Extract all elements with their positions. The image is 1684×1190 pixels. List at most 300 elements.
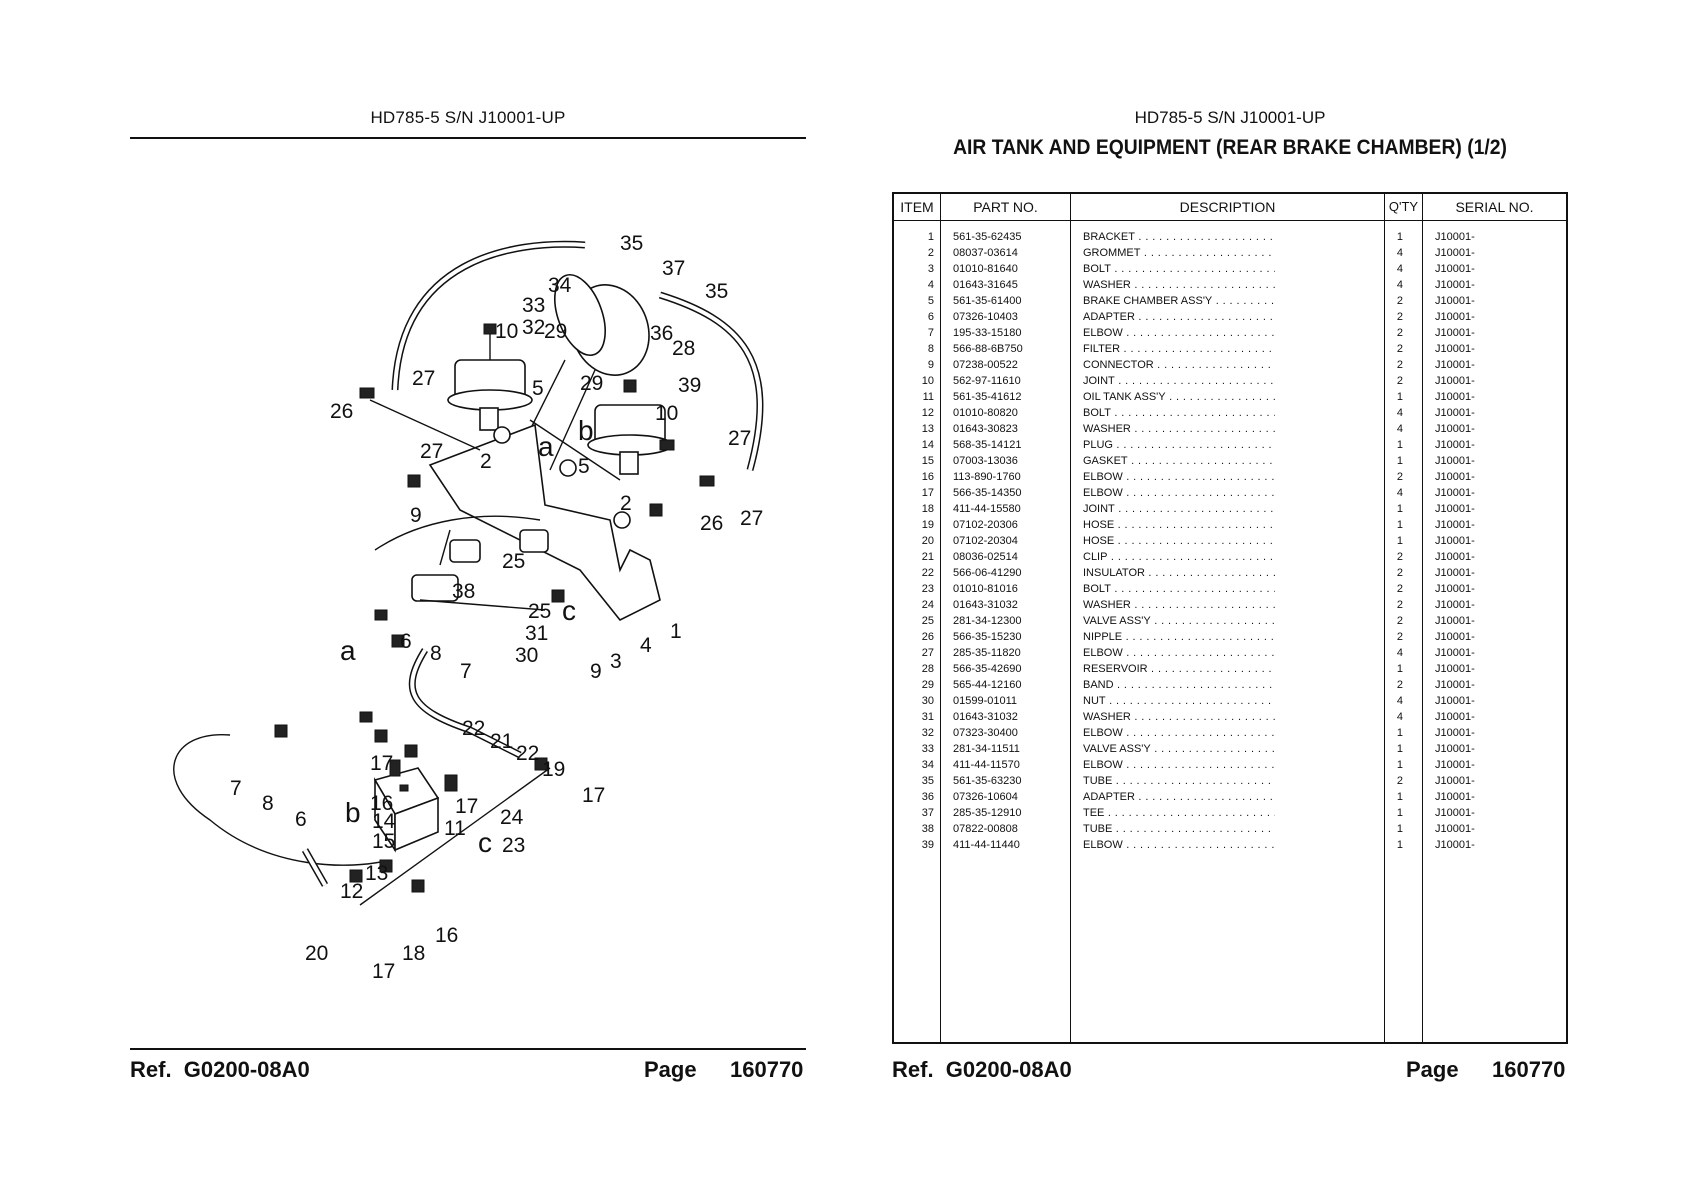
ref-code: G0200-08A0	[183, 1057, 310, 1082]
callout-33: 33	[522, 294, 546, 317]
row-item: 24	[921, 599, 934, 611]
row-part-no: 568-35-14121	[953, 439, 1022, 451]
row-qty: 2	[1396, 775, 1403, 787]
callout-5: 5	[578, 455, 590, 478]
row-part-no: 281-34-12300	[953, 615, 1022, 627]
col-header-description: DESCRIPTION	[1179, 199, 1276, 215]
row-item: 20	[921, 535, 934, 547]
row-serial-no: J10001-	[1435, 455, 1475, 467]
row-item: 14	[921, 439, 934, 451]
table-row	[894, 373, 1566, 389]
callout-26: 26	[700, 512, 724, 535]
row-item: 3	[927, 263, 934, 275]
row-qty: 1	[1396, 535, 1403, 547]
callout-31: 31	[525, 622, 549, 645]
row-item: 19	[921, 519, 934, 531]
table-row	[894, 437, 1566, 453]
callout-24: 24	[500, 806, 524, 829]
left-page-number	[644, 1057, 803, 1083]
table-row	[894, 501, 1566, 517]
row-item: 2	[927, 247, 934, 259]
row-item: 23	[921, 583, 934, 595]
row-serial-no: J10001-	[1435, 311, 1475, 323]
row-qty: 2	[1396, 599, 1403, 611]
callout-32: 32	[522, 316, 546, 339]
row-description: TEE . . .	[1083, 805, 1275, 821]
row-item: 6	[927, 311, 934, 323]
row-qty: 2	[1396, 631, 1403, 643]
row-qty: 1	[1396, 391, 1403, 403]
table-row	[894, 293, 1566, 309]
row-serial-no: J10001-	[1435, 471, 1475, 483]
table-row	[894, 245, 1566, 261]
row-item: 15	[921, 455, 934, 467]
row-item: 27	[921, 647, 934, 659]
row-description: HOSE . . .	[1083, 517, 1275, 533]
table-row	[894, 389, 1566, 405]
row-serial-no: J10001-	[1435, 439, 1475, 451]
row-qty: 4	[1396, 487, 1403, 499]
row-part-no: 07003-13036	[953, 455, 1018, 467]
row-item: 21	[921, 551, 934, 563]
row-description: BRAKE CHAMBER ASS'Y . . .	[1083, 293, 1275, 309]
row-part-no: 01643-31032	[953, 599, 1018, 611]
row-description: OIL TANK ASS'Y . . .	[1083, 389, 1275, 405]
row-item: 1	[927, 231, 934, 243]
row-part-no: 411-44-15580	[953, 503, 1021, 515]
row-item: 17	[921, 487, 934, 499]
row-item: 30	[921, 695, 934, 707]
callout-5: 5	[532, 377, 544, 400]
row-item: 38	[921, 823, 934, 835]
row-description: WASHER . . .	[1083, 709, 1275, 725]
callout-38: 38	[452, 580, 476, 603]
ref-label: Ref.	[130, 1057, 172, 1082]
row-item: 8	[927, 343, 934, 355]
row-part-no: 411-44-11570	[953, 759, 1020, 771]
row-serial-no: J10001-	[1435, 247, 1475, 259]
row-description: WASHER . . .	[1083, 277, 1275, 293]
row-item: 26	[921, 631, 934, 643]
row-item: 12	[921, 407, 934, 419]
table-row	[894, 677, 1566, 693]
row-item: 4	[927, 279, 934, 291]
row-description: ELBOW . . .	[1083, 725, 1275, 741]
callout-15: 15	[372, 830, 396, 853]
callout-16: 16	[370, 792, 394, 815]
callout-22: 22	[516, 742, 540, 765]
row-serial-no: J10001-	[1435, 679, 1475, 691]
callout-29: 29	[544, 320, 568, 343]
row-part-no: 07326-10604	[953, 791, 1018, 803]
diagram-callouts	[230, 232, 763, 983]
callout-35: 35	[620, 232, 644, 255]
row-serial-no: J10001-	[1435, 327, 1475, 339]
row-part-no: 113-890-1760	[953, 471, 1021, 483]
row-part-no: 01643-31645	[953, 279, 1018, 291]
row-item: 7	[927, 327, 934, 339]
left-header-rule	[130, 137, 806, 139]
row-item: 31	[921, 711, 934, 723]
callout-6: 6	[400, 630, 412, 653]
row-description: ADAPTER . . .	[1083, 789, 1275, 805]
row-item: 32	[921, 727, 934, 739]
row-serial-no: J10001-	[1435, 407, 1475, 419]
row-description: NIPPLE . . .	[1083, 629, 1275, 645]
table-row	[894, 757, 1566, 773]
callout-8: 8	[262, 792, 274, 815]
row-qty: 1	[1396, 231, 1403, 243]
row-qty: 2	[1396, 567, 1403, 579]
table-row	[894, 309, 1566, 325]
row-part-no: 566-35-42690	[953, 663, 1022, 675]
table-row	[894, 469, 1566, 485]
row-description: HOSE . . .	[1083, 533, 1275, 549]
row-part-no: 561-35-62435	[953, 231, 1022, 243]
callout-9: 9	[410, 504, 422, 527]
callout-17: 17	[370, 752, 394, 775]
row-qty: 4	[1396, 647, 1403, 659]
callout-22: 22	[462, 717, 486, 740]
table-row	[894, 597, 1566, 613]
row-qty: 1	[1396, 839, 1403, 851]
row-part-no: 01599-01011	[953, 695, 1018, 707]
callout-25: 25	[528, 600, 552, 623]
exploded-parts-diagram	[150, 220, 770, 990]
col-header-part-no: PART NO.	[973, 199, 1038, 215]
row-part-no: 561-35-63230	[953, 775, 1022, 787]
col-header-item: ITEM	[900, 199, 934, 215]
row-part-no: 01010-81640	[953, 263, 1018, 275]
row-serial-no: J10001-	[1435, 503, 1475, 515]
row-item: 25	[921, 615, 934, 627]
page-number: 160770	[1492, 1057, 1566, 1082]
row-qty: 2	[1396, 359, 1403, 371]
ref-label: Ref.	[892, 1057, 934, 1082]
row-description: JOINT . . .	[1083, 373, 1275, 389]
row-part-no: 07822-00808	[953, 823, 1018, 835]
row-qty: 1	[1396, 663, 1403, 675]
col-header-serial-no: SERIAL NO.	[1455, 199, 1534, 215]
row-item: 16	[921, 471, 934, 483]
row-part-no: 566-35-15230	[953, 631, 1022, 643]
row-serial-no: J10001-	[1435, 279, 1475, 291]
callout-34: 34	[548, 274, 572, 297]
row-part-no: 07326-10403	[953, 311, 1018, 323]
row-description: ELBOW . . .	[1083, 837, 1275, 853]
callout-9: 9	[590, 660, 602, 683]
row-qty: 2	[1396, 311, 1403, 323]
table-row	[894, 405, 1566, 421]
row-part-no: 07102-20306	[953, 519, 1018, 531]
callout-17: 17	[455, 795, 479, 818]
row-description: CONNECTOR . . .	[1083, 357, 1275, 373]
row-description: ELBOW . . .	[1083, 325, 1275, 341]
row-qty: 2	[1396, 327, 1403, 339]
left-ref	[130, 1057, 310, 1083]
callout-3: 3	[610, 650, 622, 673]
callout-7: 7	[230, 777, 242, 800]
row-qty: 2	[1396, 295, 1403, 307]
callout-10: 10	[495, 320, 519, 343]
row-qty: 1	[1396, 823, 1403, 835]
table-row	[894, 261, 1566, 277]
row-description: RESERVOIR . . .	[1083, 661, 1275, 677]
row-description: TUBE . . .	[1083, 821, 1275, 837]
row-description: ADAPTER . . .	[1083, 309, 1275, 325]
left-model-header: HD785-5 S/N J10001-UP	[370, 108, 566, 127]
callout-2: 2	[480, 450, 492, 473]
table-row	[894, 661, 1566, 677]
row-part-no: 285-35-11820	[953, 647, 1021, 659]
row-part-no: 565-44-12160	[953, 679, 1022, 691]
callout-8: 8	[430, 642, 442, 665]
callout-12: 12	[340, 880, 364, 903]
left-footer-rule	[130, 1048, 806, 1050]
callout-2: 2	[620, 492, 632, 515]
row-part-no: 562-97-11610	[953, 375, 1021, 387]
brake-chamber-5-left	[448, 324, 532, 430]
row-part-no: 07238-00522	[953, 359, 1018, 371]
callout-18: 18	[402, 942, 426, 965]
row-qty: 1	[1396, 503, 1403, 515]
row-item: 10	[921, 375, 934, 387]
table-row	[894, 565, 1566, 581]
row-description: FILTER . . .	[1083, 341, 1275, 357]
row-qty: 1	[1396, 455, 1403, 467]
row-part-no: 281-34-11511	[953, 743, 1020, 755]
row-part-no: 195-33-15180	[953, 327, 1022, 339]
row-serial-no: J10001-	[1435, 295, 1475, 307]
table-row	[894, 821, 1566, 837]
callout-17: 17	[372, 960, 396, 983]
row-part-no: 566-06-41290	[953, 567, 1022, 579]
callout-27: 27	[412, 367, 436, 390]
row-serial-no: J10001-	[1435, 519, 1475, 531]
callout-28: 28	[672, 337, 696, 360]
row-item: 28	[921, 663, 934, 675]
row-serial-no: J10001-	[1435, 551, 1475, 563]
table-row	[894, 357, 1566, 373]
col-header-qty: Q'TY	[1388, 199, 1419, 214]
table-row	[894, 837, 1566, 853]
row-serial-no: J10001-	[1435, 647, 1475, 659]
callout-21: 21	[490, 730, 514, 753]
page-label: Page	[1406, 1057, 1459, 1082]
row-part-no: 01010-80820	[953, 407, 1018, 419]
row-item: 22	[921, 567, 934, 579]
row-qty: 4	[1396, 407, 1403, 419]
callout-35: 35	[705, 280, 729, 303]
table-row	[894, 549, 1566, 565]
row-serial-no: J10001-	[1435, 375, 1475, 387]
row-description: CLIP . . .	[1083, 549, 1275, 565]
row-serial-no: J10001-	[1435, 391, 1475, 403]
row-serial-no: J10001-	[1435, 263, 1475, 275]
callout-a: a	[340, 635, 356, 666]
row-serial-no: J10001-	[1435, 535, 1475, 547]
row-qty: 2	[1396, 343, 1403, 355]
row-description: ELBOW . . .	[1083, 757, 1275, 773]
row-part-no: 411-44-11440	[953, 839, 1020, 851]
row-item: 37	[921, 807, 934, 819]
row-item: 34	[921, 759, 934, 771]
row-item: 11	[922, 391, 934, 403]
table-row	[894, 325, 1566, 341]
row-item: 35	[921, 775, 934, 787]
row-description: BRACKET . . .	[1083, 229, 1275, 245]
row-serial-no: J10001-	[1435, 567, 1475, 579]
callout-c: c	[478, 827, 492, 858]
row-description: BOLT . . .	[1083, 261, 1275, 277]
row-description: VALVE ASS'Y . . .	[1083, 741, 1275, 757]
row-serial-no: J10001-	[1435, 823, 1475, 835]
row-serial-no: J10001-	[1435, 807, 1475, 819]
row-serial-no: J10001-	[1435, 631, 1475, 643]
row-item: 18	[921, 503, 934, 515]
row-part-no: 07323-30400	[953, 727, 1018, 739]
callout-c: c	[562, 595, 576, 626]
row-part-no: 01010-81016	[953, 583, 1018, 595]
row-description: GROMMET . . .	[1083, 245, 1275, 261]
callout-30: 30	[515, 644, 539, 667]
row-qty: 2	[1396, 615, 1403, 627]
row-serial-no: J10001-	[1435, 487, 1475, 499]
row-part-no: 566-35-14350	[953, 487, 1022, 499]
parts-table	[892, 192, 1568, 1044]
row-qty: 1	[1396, 439, 1403, 451]
row-description: VALVE ASS'Y . . .	[1083, 613, 1275, 629]
row-serial-no: J10001-	[1435, 231, 1475, 243]
row-serial-no: J10001-	[1435, 343, 1475, 355]
row-serial-no: J10001-	[1435, 663, 1475, 675]
row-description: ELBOW . . .	[1083, 485, 1275, 501]
callout-19: 19	[542, 758, 566, 781]
row-description: INSULATOR . . .	[1083, 565, 1275, 581]
table-row	[894, 725, 1566, 741]
row-part-no: 07102-20304	[953, 535, 1018, 547]
row-serial-no: J10001-	[1435, 615, 1475, 627]
row-qty: 2	[1396, 583, 1403, 595]
callout-4: 4	[640, 634, 652, 657]
table-row	[894, 789, 1566, 805]
table-row	[894, 453, 1566, 469]
row-qty: 4	[1396, 711, 1403, 723]
row-item: 5	[927, 295, 934, 307]
row-description: WASHER . . .	[1083, 597, 1275, 613]
row-serial-no: J10001-	[1435, 583, 1475, 595]
table-row	[894, 805, 1566, 821]
row-part-no: 566-88-6B750	[953, 343, 1023, 355]
row-description: PLUG . . .	[1083, 437, 1275, 453]
callout-39: 39	[678, 374, 702, 397]
header-rule	[894, 220, 1566, 221]
callout-17: 17	[582, 784, 606, 807]
row-qty: 4	[1396, 279, 1403, 291]
callout-27: 27	[740, 507, 764, 530]
row-serial-no: J10001-	[1435, 727, 1475, 739]
row-item: 29	[921, 679, 934, 691]
table-row	[894, 741, 1566, 757]
callout-a: a	[538, 431, 554, 462]
callout-b: b	[578, 415, 594, 446]
page-title: AIR TANK AND EQUIPMENT (REAR BRAKE CHAMBER) (1/2)	[953, 136, 1507, 159]
callout-14: 14	[372, 810, 396, 833]
row-serial-no: J10001-	[1435, 743, 1475, 755]
row-serial-no: J10001-	[1435, 775, 1475, 787]
table-row	[894, 421, 1566, 437]
table-row	[894, 613, 1566, 629]
row-qty: 2	[1396, 551, 1403, 563]
callout-1: 1	[670, 620, 682, 643]
callout-7: 7	[460, 660, 472, 683]
right-page-number	[1406, 1057, 1565, 1083]
table-row	[894, 581, 1566, 597]
callout-13: 13	[365, 862, 389, 885]
table-row	[894, 277, 1566, 293]
callout-25: 25	[502, 550, 526, 573]
callout-27: 27	[420, 440, 444, 463]
callout-27: 27	[728, 427, 752, 450]
row-serial-no: J10001-	[1435, 695, 1475, 707]
page-number: 160770	[730, 1057, 804, 1082]
row-part-no: 285-35-12910	[953, 807, 1022, 819]
table-row	[894, 341, 1566, 357]
table-row	[894, 709, 1566, 725]
row-part-no: 08037-03614	[953, 247, 1018, 259]
row-description: NUT . . .	[1083, 693, 1275, 709]
row-item: 39	[921, 839, 934, 851]
row-description: BAND . . .	[1083, 677, 1275, 693]
row-description: BOLT . . .	[1083, 581, 1275, 597]
callout-6: 6	[295, 808, 307, 831]
row-serial-no: J10001-	[1435, 839, 1475, 851]
row-description: GASKET . . .	[1083, 453, 1275, 469]
row-serial-no: J10001-	[1435, 711, 1475, 723]
row-part-no: 561-35-41612	[953, 391, 1022, 403]
row-serial-no: J10001-	[1435, 759, 1475, 771]
row-description: WASHER . . .	[1083, 421, 1275, 437]
row-serial-no: J10001-	[1435, 423, 1475, 435]
callout-16: 16	[435, 924, 459, 947]
row-qty: 1	[1396, 791, 1403, 803]
row-qty: 1	[1396, 807, 1403, 819]
row-qty: 4	[1396, 423, 1403, 435]
right-model-header: HD785-5 S/N J10001-UP	[1134, 108, 1326, 127]
table-row	[894, 229, 1566, 245]
row-item: 33	[921, 743, 934, 755]
parts-rows	[894, 229, 1566, 853]
callout-b: b	[345, 797, 361, 828]
row-qty: 4	[1396, 695, 1403, 707]
row-description: BOLT . . .	[1083, 405, 1275, 421]
table-row	[894, 485, 1566, 501]
right-ref	[892, 1057, 1072, 1083]
row-qty: 1	[1396, 519, 1403, 531]
table-row	[894, 533, 1566, 549]
row-serial-no: J10001-	[1435, 791, 1475, 803]
row-item: 13	[921, 423, 934, 435]
callout-37: 37	[662, 257, 686, 280]
row-qty: 1	[1396, 727, 1403, 739]
row-part-no: 561-35-61400	[953, 295, 1022, 307]
row-description: TUBE . . .	[1083, 773, 1275, 789]
row-part-no: 08036-02514	[953, 551, 1018, 563]
page-label: Page	[644, 1057, 697, 1082]
row-qty: 2	[1396, 375, 1403, 387]
table-row	[894, 693, 1566, 709]
row-qty: 2	[1396, 471, 1403, 483]
